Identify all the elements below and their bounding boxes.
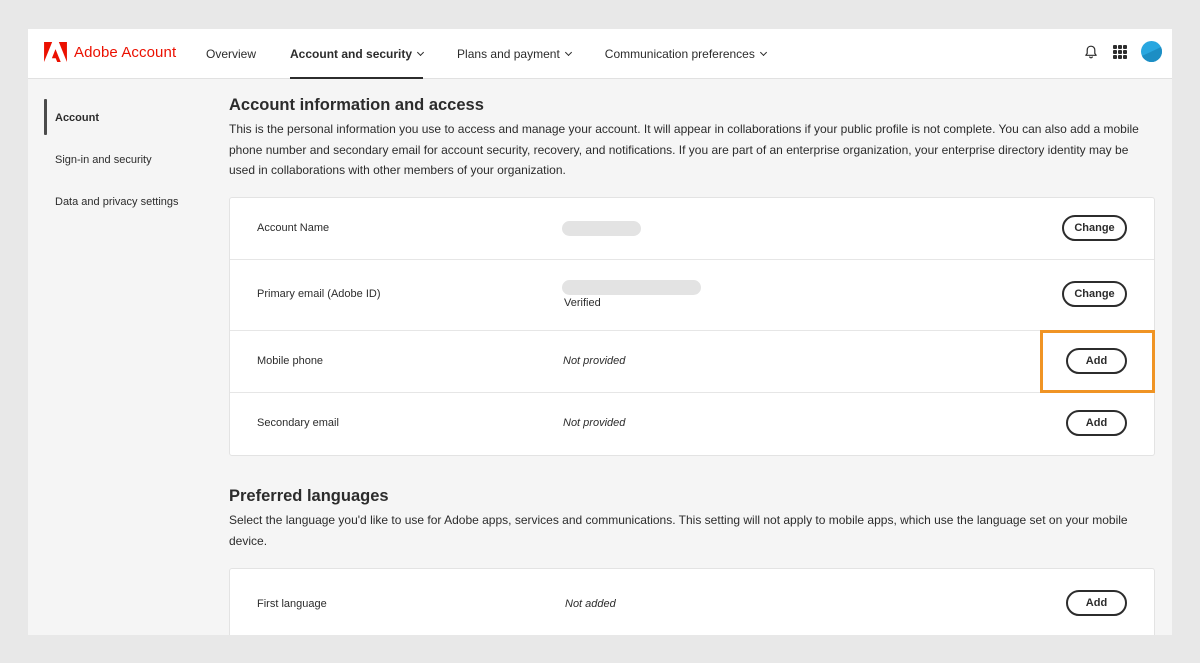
change-primary-email-button[interactable]: Change <box>1062 281 1127 307</box>
row-label: Primary email (Adobe ID) <box>257 288 381 300</box>
top-header <box>28 29 1172 79</box>
row-label: Mobile phone <box>257 355 324 367</box>
nav-label: Account and security <box>290 47 413 61</box>
nav-account-and-security[interactable] <box>290 29 423 79</box>
app-window <box>28 29 1172 635</box>
chevron-down-icon <box>417 49 424 56</box>
row-account-name <box>230 198 1154 260</box>
brand-name: Adobe Account <box>74 43 177 61</box>
nav-overview[interactable] <box>206 29 256 79</box>
account-info-description: This is the personal information you use to access and manage your account. It will appear in collaborations if your public profile is not complete. You can also add a mobile phone number and secondary email for account security, recovery, and notifications. If you are part of an enterprise organization, your enterprise directory identity may be used in collaborations with other members of your organization. <box>229 122 1139 177</box>
bell-icon[interactable] <box>1083 44 1099 60</box>
first-language-value: Not added <box>565 598 616 610</box>
highlight-box <box>1040 330 1155 393</box>
row-label: Secondary email <box>257 417 339 429</box>
add-first-language-button[interactable]: Add <box>1066 590 1127 616</box>
sidebar-item-label: Account <box>55 112 99 124</box>
add-mobile-phone-button[interactable]: Add <box>1066 348 1127 374</box>
chevron-down-icon <box>565 49 572 56</box>
adobe-logo-icon <box>44 42 67 62</box>
row-primary-email <box>230 260 1154 331</box>
account-name-value-redacted <box>562 221 641 236</box>
secondary-email-value: Not provided <box>563 417 626 429</box>
chevron-down-icon <box>760 49 767 56</box>
row-label: Account Name <box>257 222 330 234</box>
nav-communication-preferences[interactable] <box>605 29 766 79</box>
nav-label: Plans and payment <box>457 47 560 61</box>
header-actions <box>1083 41 1162 62</box>
sidebar <box>44 99 214 225</box>
adobe-logo[interactable] <box>44 42 176 62</box>
avatar[interactable] <box>1141 41 1162 62</box>
add-secondary-email-button[interactable]: Add <box>1066 410 1127 436</box>
languages-description: Select the language you'd like to use for Adobe apps, services and communications. This setting will not apply to mobile apps, which use the language set on your mobile device. <box>229 513 1128 548</box>
sidebar-item-data-and-privacy[interactable] <box>44 183 214 221</box>
nav-label: Overview <box>206 47 257 61</box>
account-info-card <box>229 197 1155 456</box>
sidebar-item-account[interactable] <box>44 99 214 137</box>
account-info-title: Account information and access <box>229 96 484 114</box>
nav-label: Communication preferences <box>604 47 755 61</box>
sidebar-item-label: Sign-in and security <box>55 154 152 166</box>
mobile-phone-value: Not provided <box>563 355 626 367</box>
row-secondary-email <box>230 393 1154 455</box>
languages-card <box>229 568 1155 635</box>
row-label: First language <box>257 598 327 610</box>
nav-plans-and-payment[interactable] <box>457 29 571 79</box>
main-nav <box>206 29 800 79</box>
change-account-name-button[interactable]: Change <box>1062 215 1127 241</box>
primary-email-value-redacted <box>562 280 701 295</box>
row-mobile-phone <box>230 331 1154 393</box>
app-grid-icon[interactable] <box>1113 45 1127 59</box>
sidebar-item-label: Data and privacy settings <box>55 196 179 208</box>
row-first-language <box>230 569 1154 635</box>
languages-title: Preferred languages <box>229 487 389 505</box>
sidebar-item-sign-in-and-security[interactable] <box>44 141 214 179</box>
email-verified-status: Verified <box>564 297 601 309</box>
